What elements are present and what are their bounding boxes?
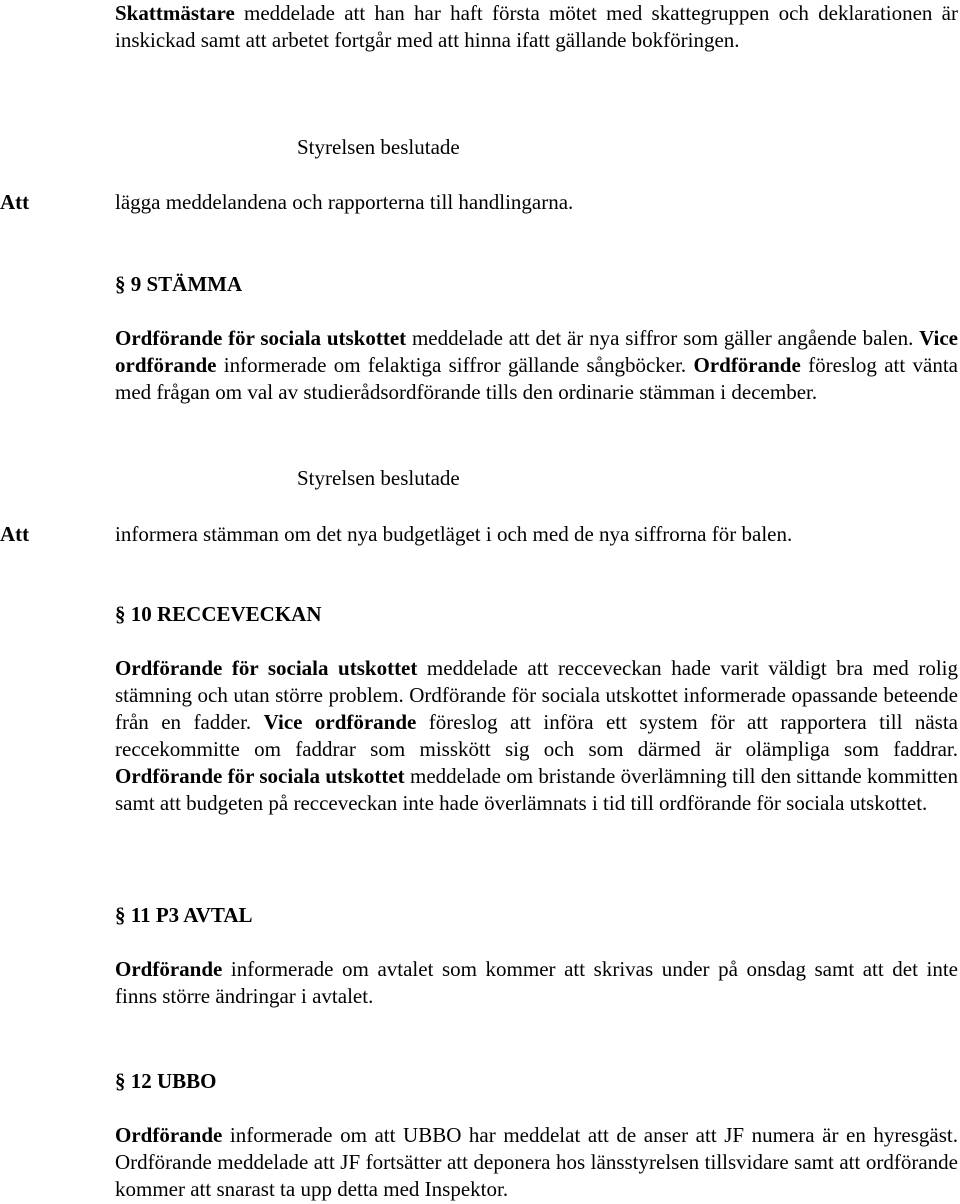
section-paragraph [115, 1122, 958, 1203]
paragraph-text: meddelade om bristande överlämning till den sittande kommitten samt att budgeten på recceveckan inte hade överlämnats i tid till ordförande för sociala utskottet. [115, 764, 958, 815]
section-paragraph [115, 655, 958, 817]
paragraph-text: meddelade att han har haft första mötet med skattegruppen och deklarationen är inskickad samt att arbetet fortgår med att hinna ifatt gällande bokföringen. [115, 1, 958, 52]
speaker-label: Vice ordförande [115, 326, 958, 377]
decision-text: lägga meddelandena och rapporterna till handlingarna. [115, 190, 574, 214]
section-paragraph [115, 956, 958, 1010]
section-paragraph [115, 325, 958, 406]
speaker-label: Ordförande [693, 353, 801, 377]
speaker-label: Ordförande för sociala utskottet [115, 764, 405, 788]
paragraph-text: meddelade att recceveckan hade varit väldigt bra med rolig stämning och utan större problem. Ordförande för sociala utskottet informerade opassande beteende från en fadder. [115, 656, 958, 734]
paragraph-text: meddelade att det är nya siffror som gäller angående balen. [406, 326, 920, 350]
decision-label: Styrelsen beslutade [297, 466, 460, 490]
paragraph-text: föreslog att införa ett system för att rapportera till nästa reccekommitte om faddrar som misskött sig och som därmed är olämpliga som faddrar. [115, 710, 959, 761]
paragraph-text: informerade om felaktiga siffror gällande sångböcker. [216, 353, 694, 377]
att-label: Att [0, 190, 30, 214]
section-heading: § 12 UBBO [115, 1069, 217, 1093]
speaker-label: Skattmästare [115, 1, 235, 25]
speaker-label: Ordförande för sociala utskottet [115, 656, 418, 680]
paragraph-text: föreslog att vänta med frågan om val av studierådsordförande tills den ordinarie stämman i december. [115, 353, 959, 404]
speaker-label: Ordförande [115, 957, 223, 981]
att-label: Att [0, 522, 30, 546]
speaker-label: Vice ordförande [263, 710, 417, 734]
paragraph-text: informerade om att UBBO har meddelat att de anser att JF numera är en hyresgäst. Ordförande meddelade att JF fortsätter att deponera hos länsstyrelsen tillsvidare samt att ordförande kommer att snarast ta upp detta med Inspektor. [115, 1123, 958, 1201]
paragraph-skattmastare [115, 0, 958, 54]
speaker-label: Ordförande [115, 1123, 223, 1147]
decision-label: Styrelsen beslutade [297, 135, 460, 159]
section-heading: § 11 P3 AVTAL [115, 903, 253, 927]
section-heading: § 9 STÄMMA [115, 272, 243, 296]
speaker-label: Ordförande för sociala utskottet [115, 326, 407, 350]
paragraph-text: informerade om avtalet som kommer att skrivas under på onsdag samt att det inte finns större ändringar i avtalet. [115, 957, 958, 1008]
section-heading: § 10 RECCEVECKAN [115, 602, 322, 626]
decision-text: informera stämman om det nya budgetläget i och med de nya siffrorna för balen. [115, 522, 793, 546]
